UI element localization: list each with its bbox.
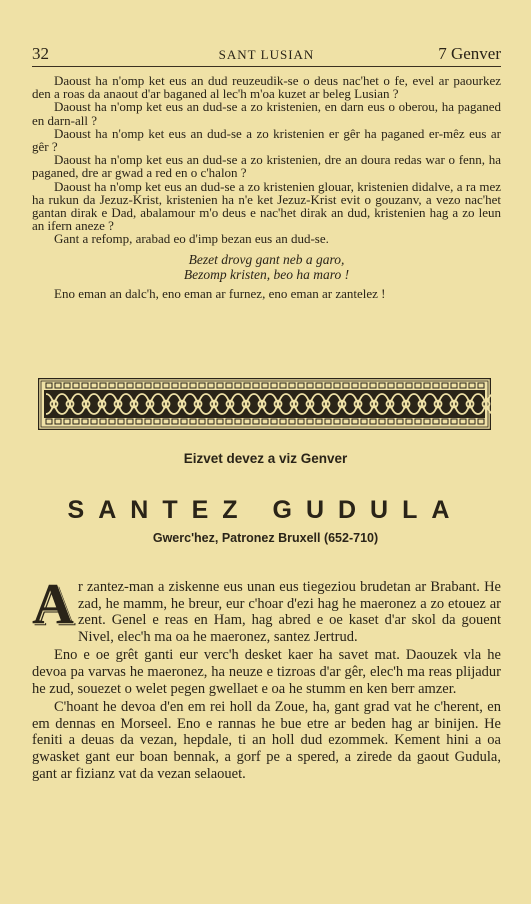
page-header: [32, 44, 501, 68]
decorative-initial: A: [32, 571, 74, 636]
question-paragraph: Gant a refomp, arabad eo d'imp bezan eus an dud-se.: [54, 231, 329, 247]
question-paragraph: Daoust ha n'omp ket eus an dud-se a zo kristenien, en darn eus o oberou, ha paganed en darn-all ?: [32, 99, 501, 128]
verse-line: Bezomp kristen, beo ha maro !: [183, 267, 350, 283]
ornamental-band: [38, 378, 491, 430]
page-number: 32: [32, 44, 49, 63]
question-paragraph: Daoust ha n'omp ket eus an dud reuzeudik-se o deus nac'het o fe, evel ar paourkez den a roas da anaout d'ar baganed al lec'h m'oa kuzet ar beleg Lusian ?: [32, 73, 501, 102]
verse: [32, 252, 501, 283]
saint-biography: [32, 571, 501, 784]
saint-subtitle: Gwerc'hez, Patronez Bruxell (652-710): [152, 531, 379, 545]
running-date: 7 Genver: [438, 44, 501, 63]
verse-line: Bezet drovg gant neb a garo,: [188, 251, 345, 267]
day-subtitle: Eizvet devez a viz Genver: [183, 451, 348, 466]
body-paragraph: C'hoant he devoa d'en em rei holl da Zoue, ha, gant grad vat he c'herent, en em dennas en Morseel. Eno e rannas he bue etre ar beden hag ar binijen. He feniti a deuas da vezan, hepdale, ti an holl dud ezommek. Kement hini a oa gwasket gant eur boan bennak, a gorf pe a spered, a zirede da gaout Gudula, gant ar fizianz vat da vezan selaouet.: [32, 699, 501, 782]
body-paragraph: [32, 571, 501, 645]
running-title: SANT LUSIAN: [218, 47, 315, 62]
body-paragraph-text: r zantez-man a ziskenne eus unan eus tiegeziou brudetan ar Brabant. He zad, he mamm, he breur, eur c'hoar d'ezi hag he maeronez a zo etouez ar zent. Genel e reas en Ham, hag abred e oe kaset d'ar skol da gouent Nivel, elec'h ma oa he maeronez, santez Jertrud.: [78, 579, 501, 645]
preceding-text: [32, 74, 501, 300]
question-paragraph: Daoust ha n'omp ket eus an dud-se a zo kristenien glouar, kristenien didalve, a ra mez ha rukun da Jezuz-Krist, kristenien ha n'e ket Jezuz-Krist evit o gouzanv, a vezo nac'het gantan dirak e Dad, abalamour m'o deus e nac'het dirak an dud, kristenien hag a zo leun an ifern aneze ?: [32, 178, 501, 234]
body-paragraph: Eno e oe grêt ganti eur verc'h desket kaer ha savet mat. Daouzek vla he devoa pa varvas he maeronez, ha neuze e tizroas d'ar gêr, elec'h ma reas plijadur he zud, souezet o welet pegen gwellaet e oa he stumm en ken berr amzer.: [32, 647, 501, 697]
question-paragraph: Daoust ha n'omp ket eus an dud-se a zo kristenien er gêr ha paganed er-mêz eus ar gêr ?: [32, 125, 501, 155]
saint-name: SANTEZ GUDULA: [67, 496, 464, 524]
closing-line: Eno eman an dalc'h, eno eman ar furnez, eno eman ar zantelez !: [54, 285, 386, 301]
header-rule: [32, 66, 501, 67]
question-paragraph: Daoust ha n'omp ket eus an dud-se a zo kristenien, dre an doura redas war o fenn, ha paganed, dre ar gwad a red en o c'halon ?: [32, 152, 501, 181]
